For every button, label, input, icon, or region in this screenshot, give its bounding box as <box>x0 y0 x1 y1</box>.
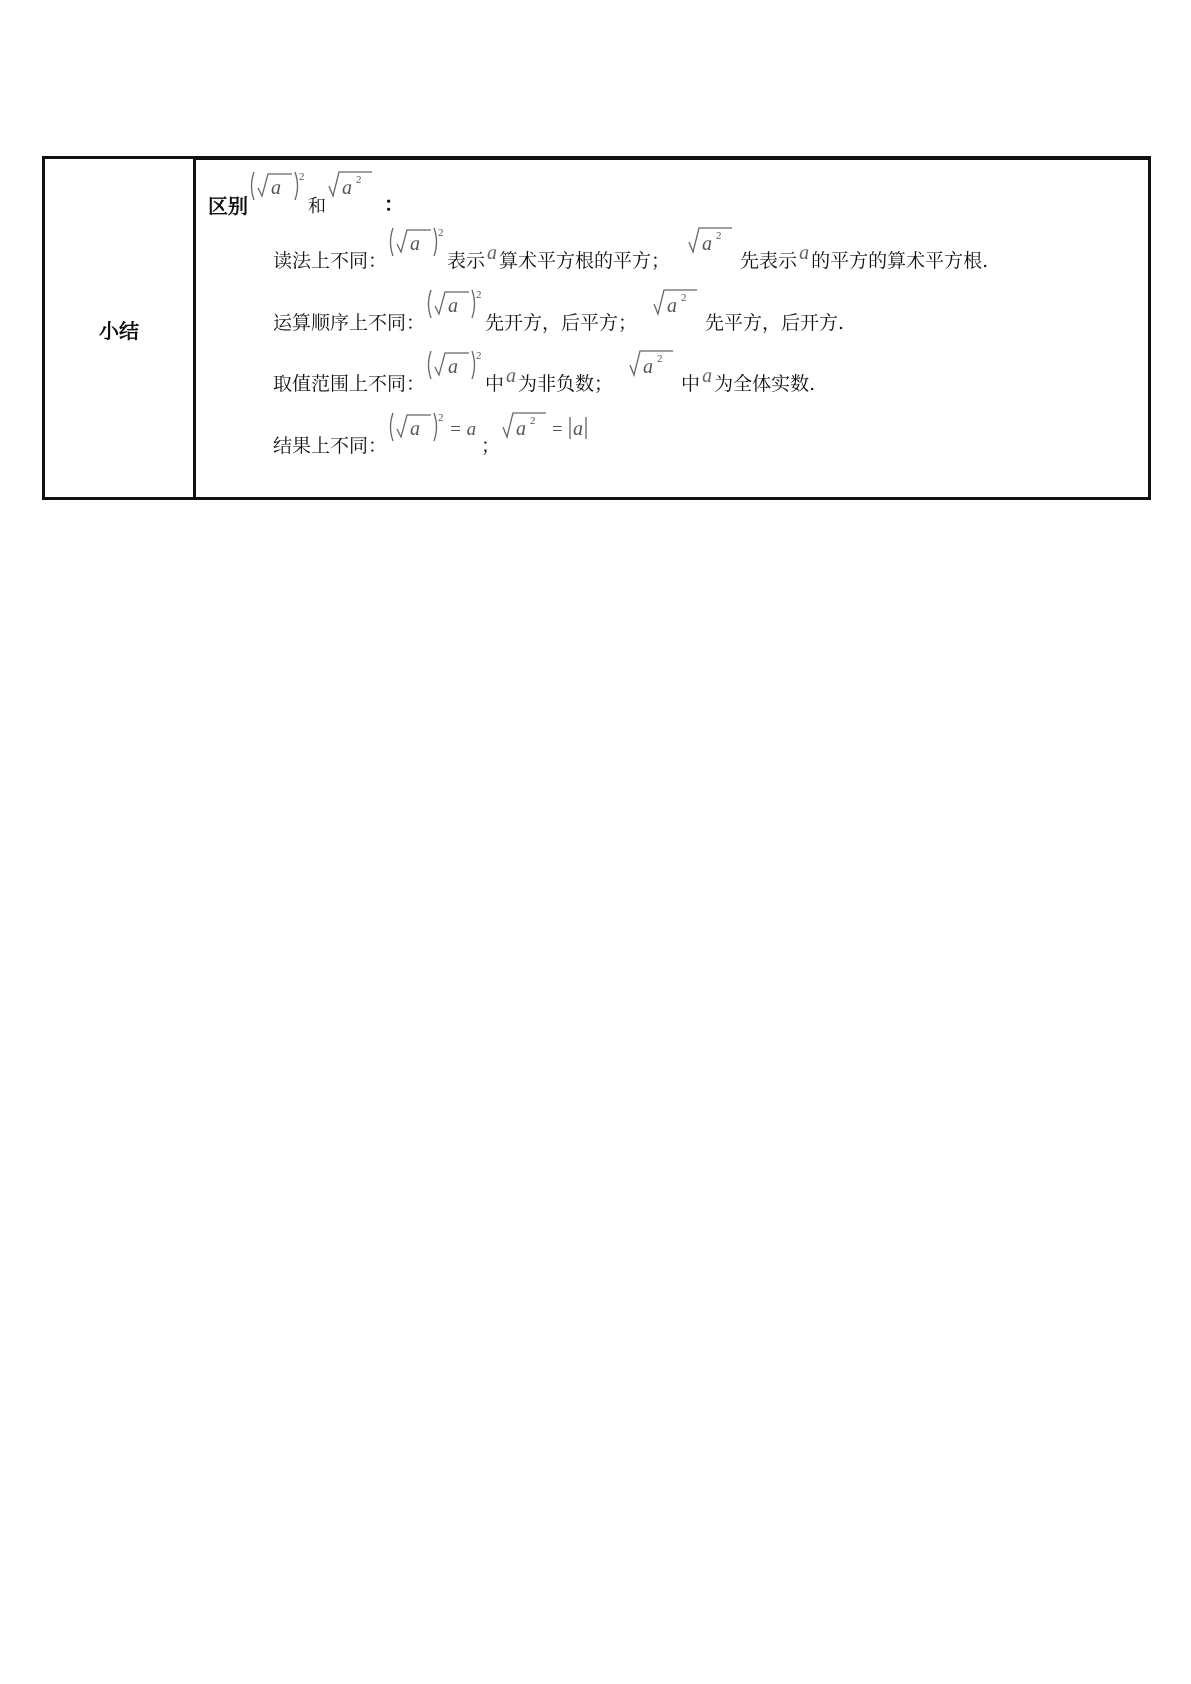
heading-colon: ： <box>384 192 404 216</box>
variable-a: a <box>487 242 498 264</box>
svg-text:2: 2 <box>299 171 305 183</box>
svg-text:= a: = a <box>449 419 477 440</box>
svg-text:=: = <box>552 419 563 440</box>
summary-table <box>42 156 1151 500</box>
row-text: 为全体实数. <box>714 373 816 395</box>
svg-text:a: a <box>643 356 654 378</box>
svg-text:a: a <box>448 295 459 317</box>
sqrt-a-squared-paren-formula <box>425 345 485 391</box>
row-label: 运算顺序上不同： <box>273 312 426 334</box>
sqrt-a-squared-paren-formula <box>387 222 447 268</box>
heading-conj: 和 <box>308 196 326 217</box>
svg-text:2: 2 <box>356 174 362 186</box>
sqrt-of-a-squared-formula <box>627 345 675 391</box>
svg-text:2: 2 <box>716 230 722 242</box>
svg-text:a: a <box>667 295 678 317</box>
row-text: 先表示 <box>740 250 798 272</box>
svg-text:a: a <box>410 418 421 440</box>
result-formula-1 <box>387 407 487 453</box>
row-text: 中 <box>485 373 505 395</box>
heading-prefix: 区别 <box>208 194 248 218</box>
svg-text:2: 2 <box>476 289 482 301</box>
svg-text:a: a <box>573 418 584 440</box>
row-text: 算术平方根的平方； <box>499 250 671 272</box>
sqrt-a-squared-paren-formula <box>425 284 485 330</box>
result-formula-2 <box>500 407 596 453</box>
variable-a: a <box>799 242 810 264</box>
svg-text:2: 2 <box>438 412 444 424</box>
svg-text:a: a <box>342 177 352 199</box>
content-cell <box>196 159 1148 497</box>
section-label: 小结 <box>99 318 139 343</box>
row-text: 的平方的算术平方根. <box>811 250 989 272</box>
svg-text:a: a <box>271 177 281 199</box>
row-order <box>273 284 844 335</box>
svg-text:2: 2 <box>476 350 482 362</box>
row-text: 先开方，后平方； <box>485 312 638 334</box>
row-label: 读法上不同： <box>273 250 388 272</box>
sqrt-of-a-squared-formula <box>326 166 374 212</box>
label-cell <box>45 159 196 497</box>
row-result <box>273 407 596 458</box>
row-reading <box>273 222 988 273</box>
variable-a: a <box>506 365 517 387</box>
svg-text:2: 2 <box>530 415 536 427</box>
row-text: 中 <box>681 373 701 395</box>
row-text: 为非负数； <box>518 373 614 395</box>
row-label: 取值范围上不同： <box>273 373 426 395</box>
row-text: 表示 <box>447 250 486 272</box>
sqrt-of-a-squared-formula <box>651 284 699 330</box>
heading <box>208 166 404 219</box>
svg-text:a: a <box>516 418 527 440</box>
svg-text:2: 2 <box>681 292 687 304</box>
svg-text:a: a <box>448 356 459 378</box>
row-text: 先平方，后开方. <box>705 312 845 334</box>
row-label: 结果上不同： <box>273 435 388 457</box>
separator: ； <box>481 435 501 457</box>
row-range <box>273 345 815 396</box>
svg-text:a: a <box>410 233 421 255</box>
sqrt-of-a-squared-formula <box>686 222 734 268</box>
svg-text:2: 2 <box>657 353 663 365</box>
svg-text:a: a <box>702 233 713 255</box>
svg-text:2: 2 <box>438 227 444 239</box>
variable-a: a <box>702 365 713 387</box>
sqrt-a-squared-paren-formula <box>248 166 308 212</box>
